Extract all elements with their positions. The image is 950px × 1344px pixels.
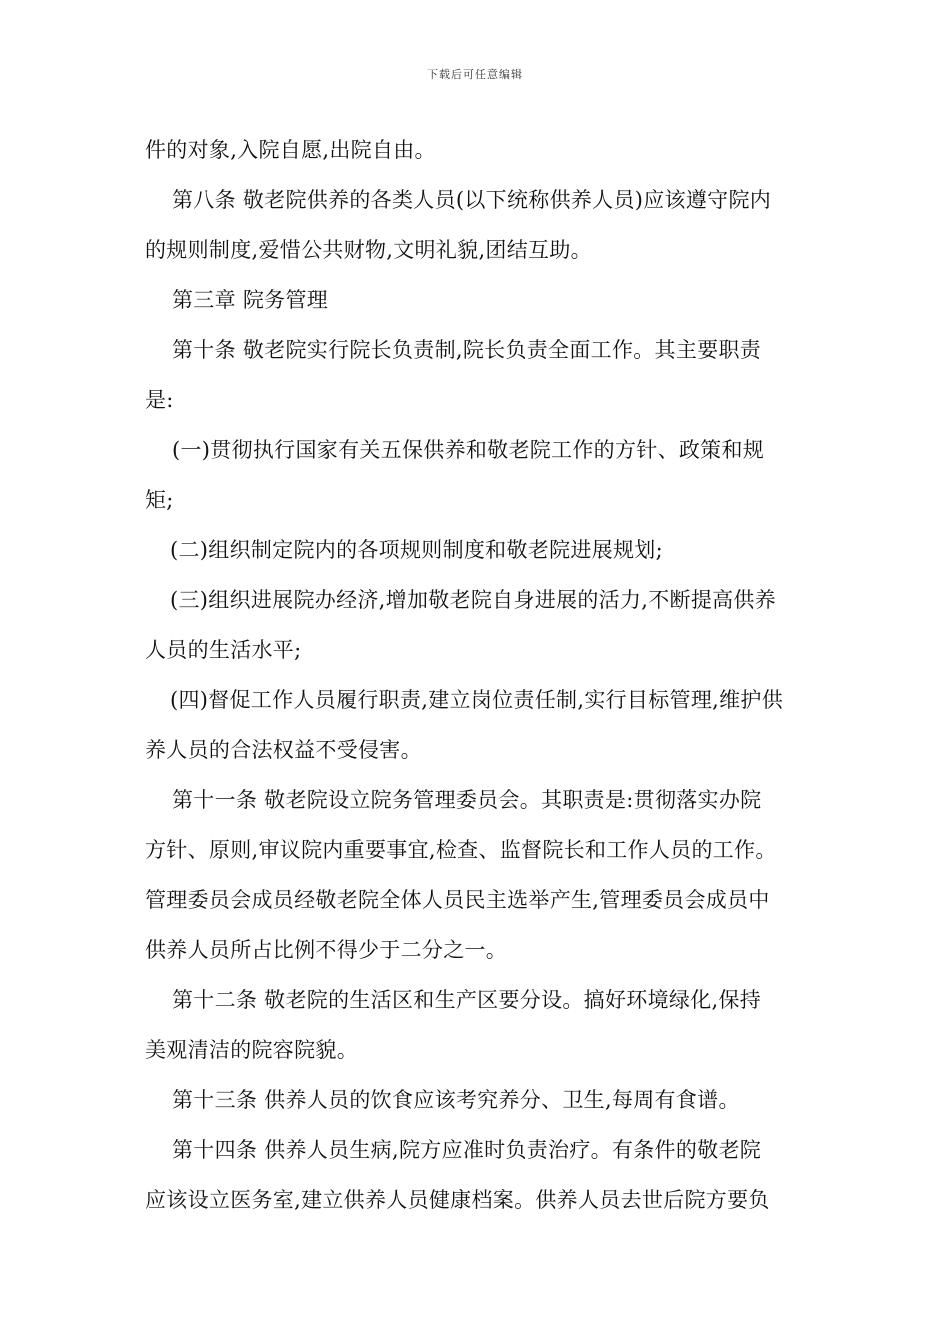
text-line-20: 第十三条 供养人员的饮食应该考究养分、卫生,每周有食谱。 (172, 1088, 740, 1112)
text-line-3: 的规则制度,爱惜公共财物,文明礼貌,团结互助。 (145, 238, 592, 262)
text-line-18: 第十二条 敬老院的生活区和生产区要分设。搞好环境绿化,保持 (172, 988, 762, 1012)
text-line-16: 管理委员会成员经敬老院全体人员民主选举产生,管理委员会成员中 (145, 888, 770, 912)
text-line-19: 美观清洁的院容院貌。 (145, 1038, 358, 1062)
text-line-11: 人员的生活水平; (145, 638, 302, 662)
text-line-12: (四)督促工作人员履行职责,建立岗位责任制,实行目标管理,维护供 (170, 688, 784, 712)
text-line-2: 第八条 敬老院供养的各类人员(以下统称供养人员)应该遵守院内 (172, 188, 772, 212)
text-line-9: (二)组织制定院内的各项规则制度和敬老院进展规划; (170, 538, 663, 562)
text-line-21: 第十四条 供养人员生病,院方应准时负责治疗。有条件的敬老院 (172, 1138, 762, 1162)
text-line-1: 件的对象,入院自愿,出院自由。 (145, 138, 436, 162)
text-line-5: 第十条 敬老院实行院长负责制,院长负责全面工作。其主要职责 (172, 338, 762, 362)
text-line-7: (一)贯彻执行国家有关五保供养和敬老院工作的方针、政策和规 (172, 438, 765, 462)
text-line-13: 养人员的合法权益不受侵害。 (145, 738, 422, 762)
page-header: 下载后可任意编辑 (427, 68, 523, 81)
text-line-6: 是: (145, 388, 174, 412)
text-line-14: 第十一条 敬老院设立院务管理委员会。其职责是:贯彻落实办院 (172, 788, 762, 812)
text-line-17: 供养人员所占比例不得少于二分之一。 (145, 938, 508, 962)
text-line-4: 第三章 院务管理 (172, 288, 329, 312)
text-line-15: 方针、原则,审议院内重要事宜,检查、监督院长和工作人员的工作。 (145, 838, 777, 862)
text-line-22: 应该设立医务室,建立供养人员健康档案。供养人员去世后院方要负 (145, 1188, 770, 1212)
text-line-10: (三)组织进展院办经济,增加敬老院自身进展的活力,不断提高供养 (170, 588, 777, 612)
text-line-8: 矩; (145, 488, 174, 512)
